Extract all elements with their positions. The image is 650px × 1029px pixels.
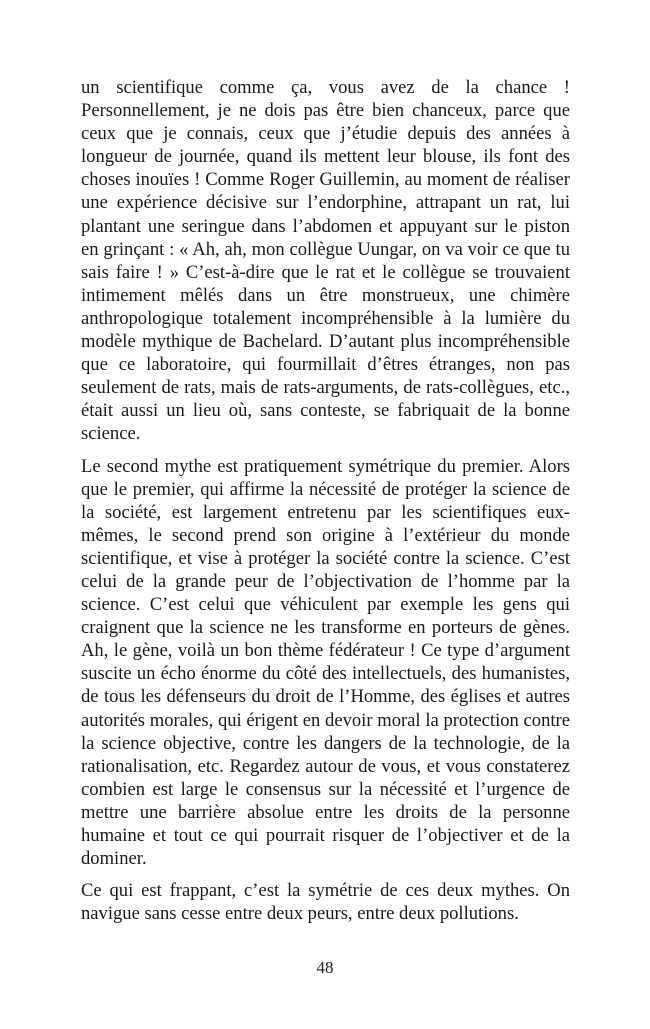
page-body [81, 76, 570, 925]
paragraph-2: Le second mythe est pratiquement symétrique du premier. Alors que le premier, qui affirme la nécessité de protéger la science de la société, est largement entretenu par les scientifiques eux-mêmes, le second prend son origine à l’extérieur du monde scientifique, et vise à protéger la société contre la science. C’est celui de la grande peur de l’objectivation de l’homme par la science. C’est celui que véhiculent par exemple les gens qui craignent que la science ne les transforme en porteurs de gènes. Ah, le gène, voilà un bon thème fédérateur ! Ce type d’argument suscite un écho énorme du côté des intellectuels, des humanistes, de tous les défenseurs du droit de l’Homme, des églises et autres autorités morales, qui érigent en devoir moral la protection contre la science objective, contre les dangers de la technologie, de la rationalisation, etc. Regardez autour de vous, et vous constaterez combien est large le consensus sur la nécessité et l’urgence de mettre une barrière absolue entre les droits de la personne humaine et tout ce qui pourrait risquer de l’objectiver et de la dominer. [81, 455, 570, 870]
paragraph-3: Ce qui est frappant, c’est la symétrie de ces deux mythes. On navigue sans cesse entre deux peurs, entre deux pollutions. [81, 880, 570, 925]
page-number: 48 [316, 958, 334, 977]
paragraph-1: un scientifique comme ça, vous avez de la chance ! Personnellement, je ne dois pas être bien chanceux, parce que ceux que je connais, ceux que j’étudie depuis des années à longueur de journée, quand ils mettent leur blouse, ils font des choses inouïes ! Comme Roger Guillemin, au moment de réaliser une expérience décisive sur l’endorphine, attrapant un rat, lui plantant une seringue dans l’abdomen et appuyant sur le piston en grinçant : « Ah, ah, mon collègue Uungar, on va voir ce que tu sais faire ! » C’est-à-dire que le rat et le collègue se trouvaient intimement mêlés dans un être monstrueux, une chimère anthropologique totalement incompréhensible à la lumière du modèle mythique de Bachelard. D’autant plus incompréhensible que ce laboratoire, qui fourmillait d’êtres étranges, non pas seulement de rats, mais de rats-arguments, de rats-collègues, etc., était aussi un lieu où, sans conteste, se fabriquait de la bonne science. [81, 77, 570, 445]
